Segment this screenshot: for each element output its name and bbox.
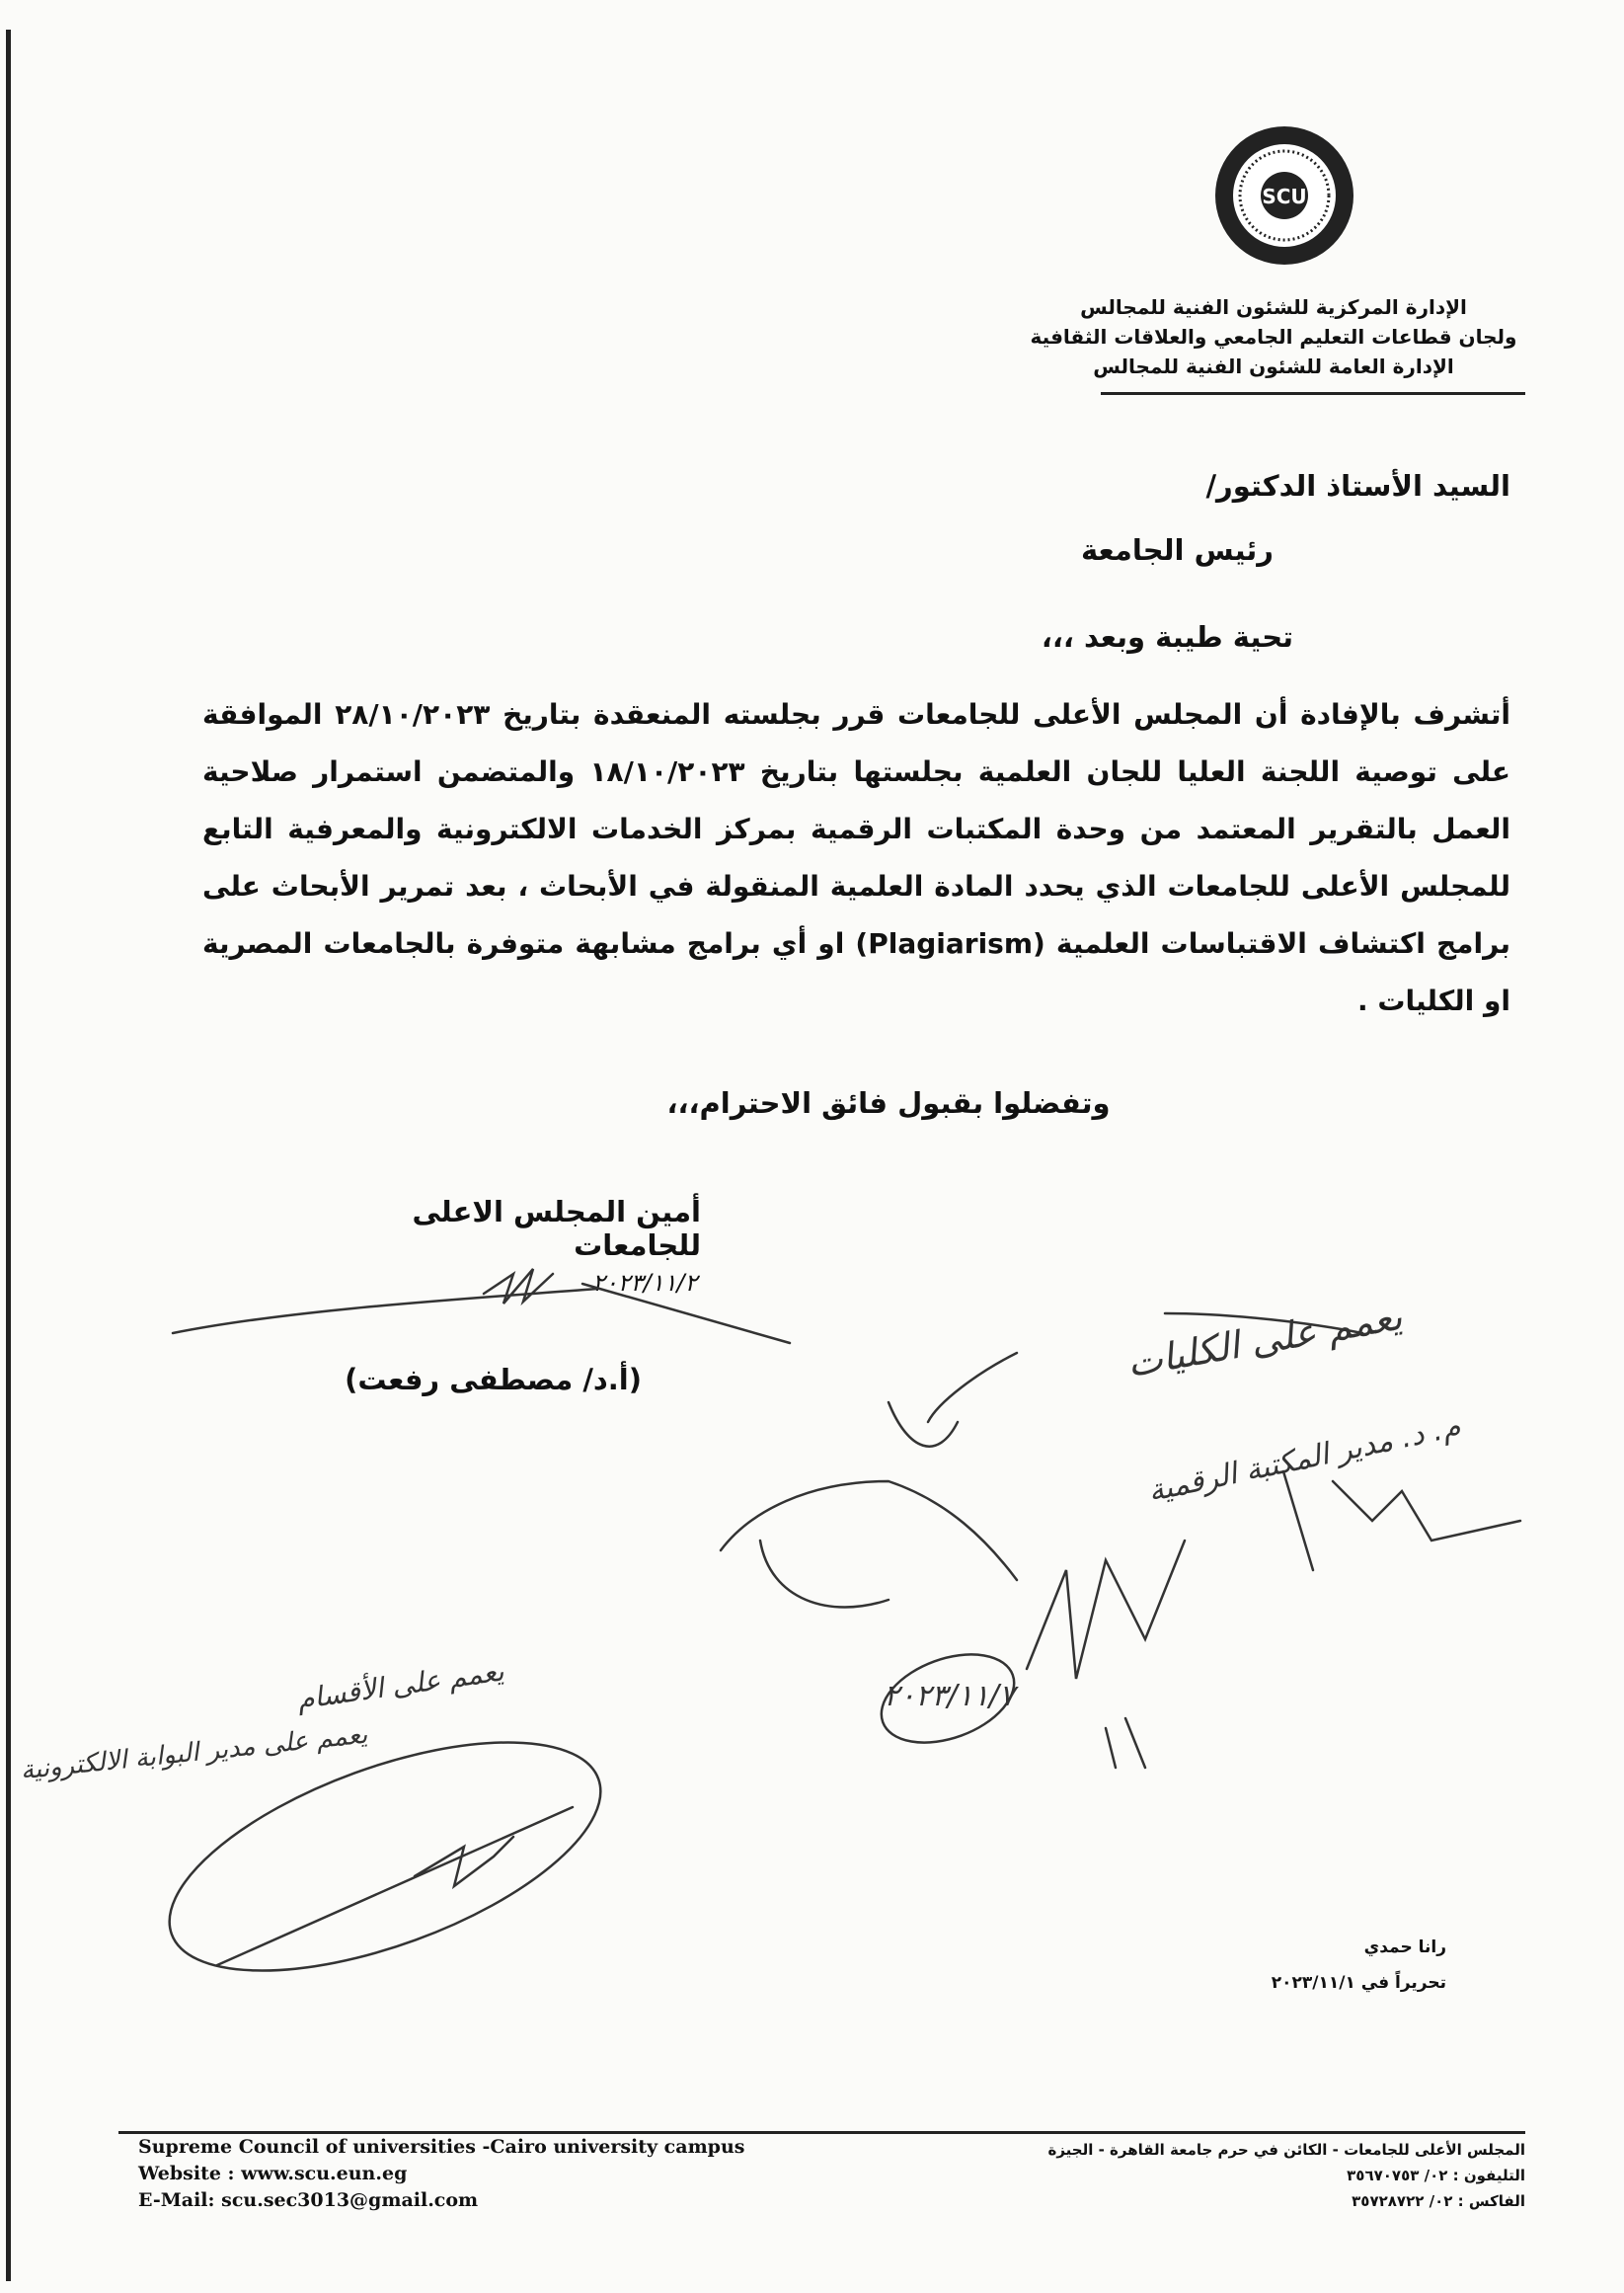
footer-email: E-Mail: scu.sec3013@gmail.com	[138, 2189, 479, 2211]
recipient: رئيس الجامعة	[1080, 533, 1274, 567]
signatory-name: (أ.د/ مصطفى رفعت)	[345, 1363, 642, 1396]
signature-stroke	[173, 1269, 790, 1343]
prepared-date: تحريراً في ٢٠٢٣/١١/١	[1271, 1973, 1446, 1993]
greeting: تحية طيبة وبعد ،،،	[1041, 620, 1293, 654]
svg-text:SCU: SCU	[1262, 185, 1307, 208]
header-line: الإدارة العامة للشئون الفنية للمجالس	[1093, 355, 1454, 378]
footer-address-ar: المجلس الأعلى للجامعات - الكائن في حرم جامعة القاهرة - الجيزة	[1047, 2141, 1525, 2159]
footer-fax: الفاكس : ٠٢/ ٣٥٧٢٨٧٢٢	[1352, 2192, 1525, 2210]
handwriting-scribble	[1283, 1471, 1520, 1570]
handwritten-date: ٢٠٢٣/١١/٧	[884, 1679, 1016, 1713]
letter-body: أتشرف بالإفادة أن المجلس الأعلى للجامعات قرر بجلسته المنعقدة بتاريخ ٢٨/١٠/٢٠٢٣ الموافقة على توصية اللجنة العليا للجان العلمية بجلستها بتاريخ ١٨/١٠/٢٠٢٣ والمتضمن استمرار صلاحية العمل بالتقرير المعتمد من وحدة المكتبات الرقمية بمركز الخدمات الالكترونية والمعرفية التابع للمجلس الأعلى للجامعات الذي يحدد المادة العلمية المنقولة في الأبحاث ، بعد تمرير الأبحاث على برامج اكتشاف الاقتباسات العلمية (Plagiarism) او أي برامج مشابهة متوفرة بالجامعات المصرية او الكليات .	[202, 698, 1511, 1017]
handwritten-note: يعمم على الكليات	[1123, 1294, 1406, 1386]
signatory-title: أمين المجلس الاعلى للجامعات	[412, 1195, 701, 1262]
handwriting-scribble	[1027, 1541, 1185, 1768]
handwriting-scribble	[217, 1807, 573, 1965]
footer-address-en: Supreme Council of universities -Cairo university campus	[138, 2136, 745, 2158]
handwritten-note: م. د. مدير المكتبة الرقمية	[1144, 1408, 1464, 1510]
handwritten-note: يعمم على مدير البوابة الالكترونية	[19, 1719, 369, 1786]
footer-phone: التليفون : ٠٢/ ٣٥٦٧٠٧٥٣	[1347, 2167, 1525, 2184]
closing: وتفضلوا بقبول فائق الاحترام،،،	[666, 1086, 1111, 1120]
handwritten-note: يعمم على الأقسام	[294, 1654, 506, 1716]
footer-divider	[118, 2131, 1525, 2134]
footer-website: Website : www.scu.eun.eg	[138, 2163, 408, 2184]
signature-date: ٢٠٢٣/١١/٢	[592, 1269, 698, 1297]
prepared-by: رانا حمدي	[1363, 1937, 1446, 1957]
salutation: السيد الأستاذ الدكتور/	[1205, 469, 1510, 503]
header-line: ولجان قطاعات التعليم الجامعي والعلاقات الثقافية	[1030, 325, 1517, 349]
header-line: الإدارة المركزية للشئون الفنية للمجالس	[1080, 295, 1467, 319]
handwriting-scribble	[721, 1481, 1017, 1608]
